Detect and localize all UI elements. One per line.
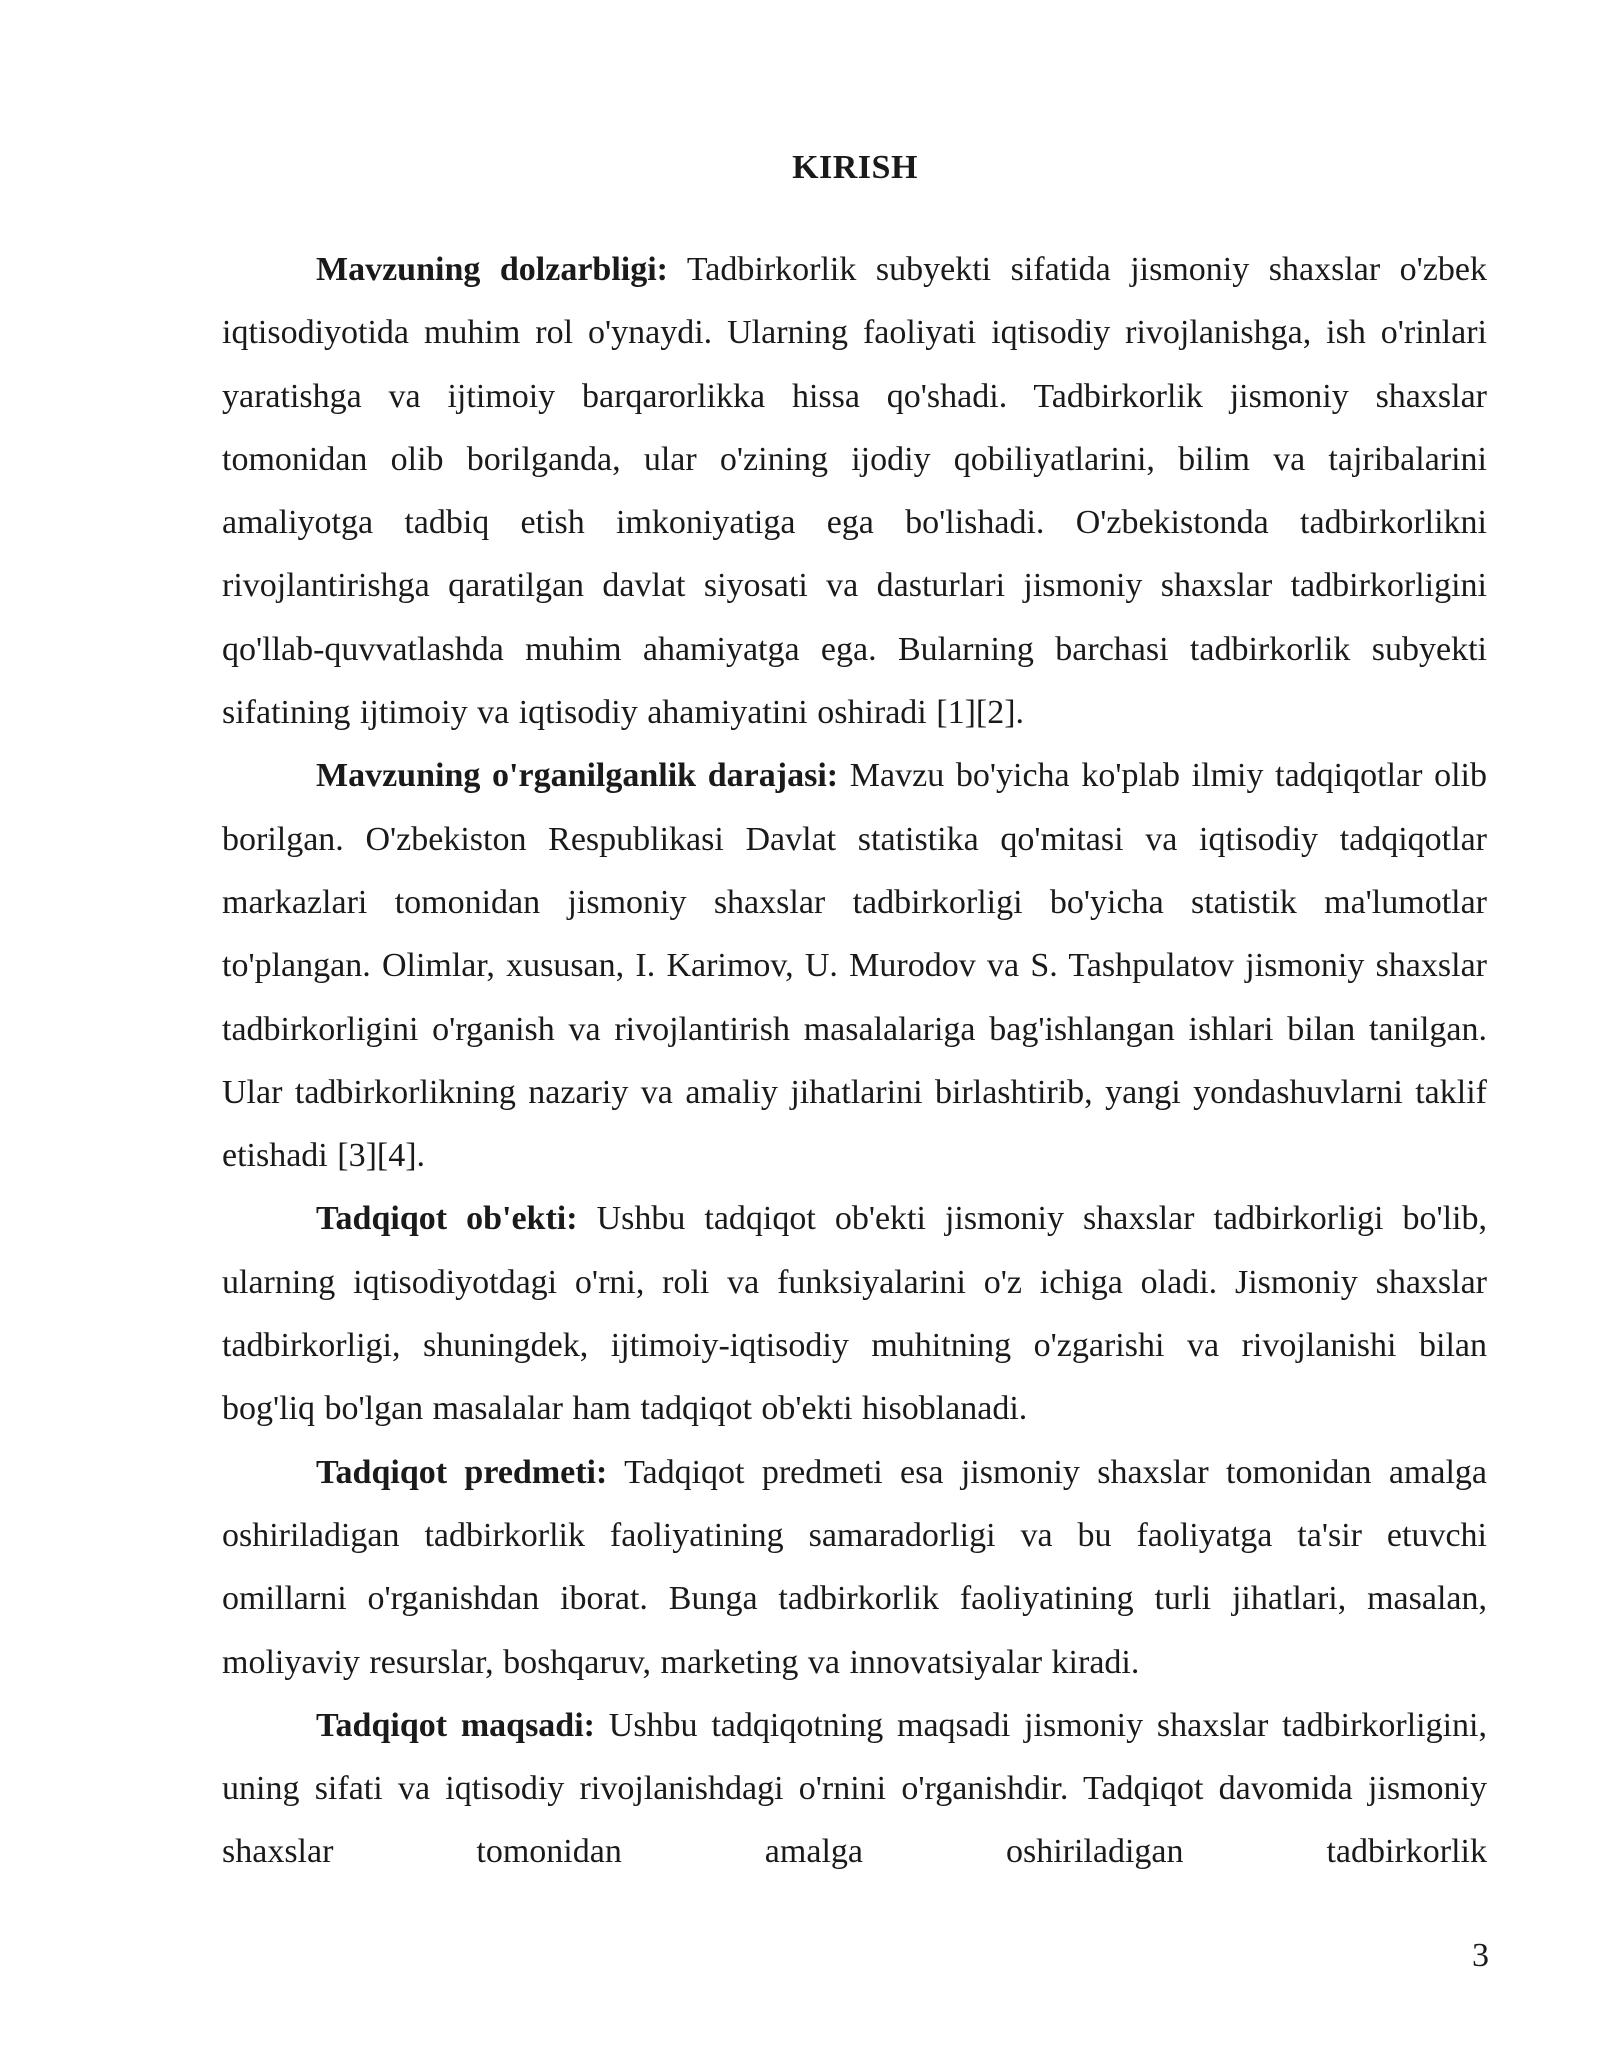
paragraph-label: Tadqiqot predmeti:: [316, 1453, 608, 1491]
paragraph-research-subject: [222, 1441, 1487, 1694]
paragraph-text: Tadbirkorlik subyekti sifatida jismoniy shaxslar o'zbek iqtisodiyotida muhim rol o'ynaydi. Ularning faoliyati iqtisodiy rivojlanishga, ish o'rinlari yaratishga va ijtimoiy barqarorlikka hissa qo'shadi. Tadbirkorlik jismoniy shaxslar tomonidan olib borilganda, ular o'zining ijodiy qobiliyatlarini, bilim va tajribalarini amaliyotga tadbiq etish imkoniyatiga ega bo'lishadi. O'zbekistonda tadbirkorlikni rivojlantirishga qaratilgan davlat siyosati va dasturlari jismoniy shaxslar tadbirkorligini qo'llab-quvvatlashda muhim ahamiyatga ega. Bularning barchasi tadbirkorlik subyekti sifatining ijtimoiy va iqtisodiy ahamiyatini oshiradi [1][2].: [222, 251, 1487, 732]
paragraph-label: Mavzuning o'rganilganlik darajasi:: [316, 757, 839, 795]
paragraph-text: Mavzu bo'yicha ko'plab ilmiy tadqiqotlar olib borilgan. O'zbekiston Respublikasi Davlat statistika qo'mitasi va iqtisodiy tadqiqotlar markazlari tomonidan jismoniy shaxslar tadbirkorligi bo'yicha statistik ma'lumotlar to'plangan. Olimlar, xususan, I. Karimov, U. Murodov va S. Tashpulatov jismoniy shaxslar tadbirkorligini o'rganish va rivojlantirish masalalariga bag'ishlangan ishlari bilan tanilgan. Ular tadbirkorlikning nazariy va amaliy jihatlarini birlashtirib, yangi yondashuvlarni taklif etishadi [3][4].: [222, 757, 1488, 1175]
paragraph-text: Tadqiqot predmeti esa jismoniy shaxslar tomonidan amalga oshiriladigan tadbirkorlik faoliyatining samaradorligi va bu faoliyatga ta'sir etuvchi omillarni o'rganishdan iborat. Bunga tadbirkorlik faoliyatining turli jihatlari, masalan, moliyaviy resurslar, boshqaruv, marketing va innovatsiyalar kiradi.: [222, 1453, 1487, 1681]
page-number: 3: [1472, 1937, 1489, 1974]
paragraph-research-goal: [222, 1694, 1487, 1884]
paragraph-study-level: [222, 744, 1487, 1187]
paragraph-label: Mavzuning dolzarbligi:: [316, 251, 668, 288]
paragraph-text: Ushbu tadqiqot ob'ekti jismoniy shaxslar tadbirkorligi bo'lib, ularning iqtisodiyotdagi o'rni, roli va funksiyalarini o'z ichiga oladi. Jismoniy shaxslar tadbirkorligi, shuningdek, ijtimoiy-iqtisodiy muhitning o'zgarishi va rivojlanishi bilan bog'liq bo'lgan masalalar ham tadqiqot ob'ekti hisoblanadi.: [222, 1200, 1487, 1428]
document-body: [222, 238, 1487, 1884]
paragraph-label: Tadqiqot ob'ekti:: [316, 1200, 578, 1238]
page-title: KIRISH: [792, 149, 918, 186]
paragraph-text: Ushbu tadqiqotning maqsadi jismoniy shaxslar tadbirkorligini, uning sifati va iqtisodiy rivojlanishdagi o'rnini o'rganishdir. Tadqiqot davomida jismoniy shaxslar tomonidan amalga oshiriladigan tadbirkorlik: [222, 1706, 1487, 1871]
paragraph-research-object: [222, 1187, 1487, 1440]
paragraph-label: Tadqiqot maqsadi:: [316, 1706, 595, 1744]
paragraph-relevance: [222, 238, 1487, 744]
